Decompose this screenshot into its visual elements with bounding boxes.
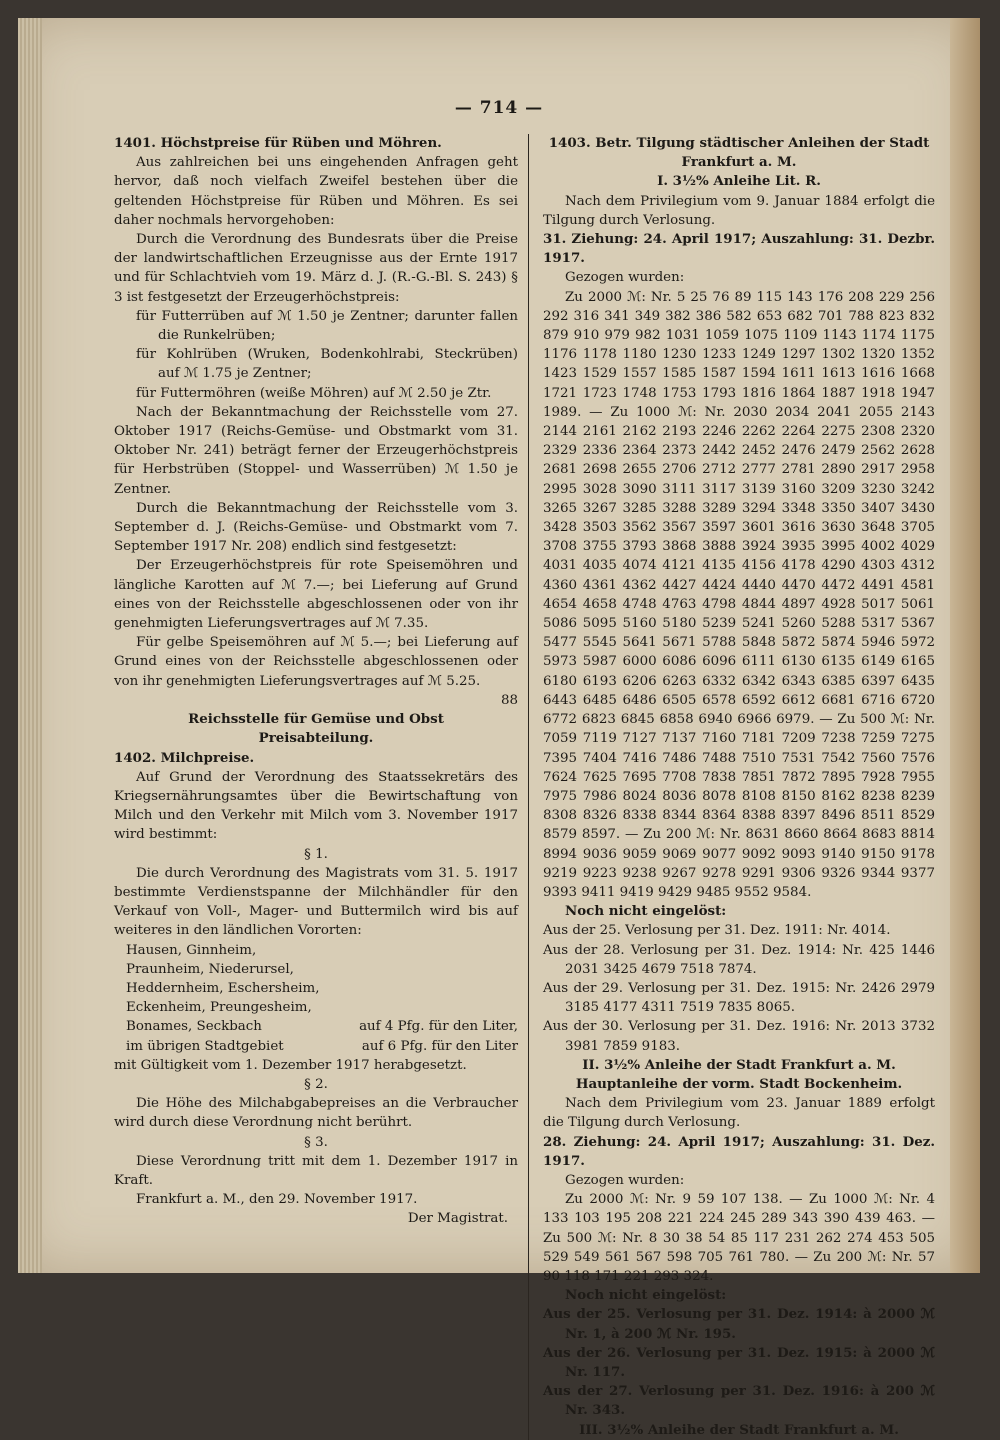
section-1401-paragraph: Für gelbe Speisemöhren auf ℳ 5.—; bei Lieferung auf Grund eines von der Reichsstelle abgeschlossenen oder von ihr genehmigten Lieferungsvertrages auf ℳ 5.25. (114, 635, 518, 689)
section-1401-paragraph: Der Erzeugerhöchstpreis für rote Speisemöhren und längliche Karotten auf ℳ 7.—; bei Lieferung auf Grund eines von der Reichsstelle abgeschlossenen oder von ihr genehmigten Lieferungsvertrages auf ℳ 7.35. (114, 558, 518, 632)
drawn-label: Gezogen wurden: (565, 1172, 685, 1188)
section-1401-paragraph: Durch die Bekanntmachung der Reichsstelle vom 3. September d. J. (Reichs-Gemüse- und Obstmarkt vom 7. September 1917 Nr. 208) endlich sind festgesetzt: (114, 500, 518, 555)
left-column (114, 134, 518, 1229)
outstanding-entry: Aus der 26. Verlosung per 31. Dez. 1915: à 2000 ℳ Nr. 117. (543, 1344, 935, 1380)
price-item: für Futterrüben auf ℳ 1.50 je Zentner; darunter fallen die Runkelrüben; (136, 308, 518, 344)
paragraph-sign: § 1. (304, 846, 328, 862)
section-1401-heading: 1401. Höchstpreise für Rüben und Möhren. (114, 135, 442, 151)
authority-signature: Reichsstelle für Gemüse und Obst (188, 711, 444, 728)
section-1401-paragraph: Durch die Verordnung des Bundesrats über die Preise der landwirtschaftlichen Erzeugnisse aus der Ernte 1917 und für Schlachtvieh vom 19. März d. J. (R.-G.-Bl. S. 243) § 3 ist festgesetzt der Erzeugerhöchstpreis: (114, 232, 518, 305)
page-edge-left (18, 18, 42, 1273)
drawn-label: Gezogen wurden: (565, 270, 685, 286)
marginal-number: 88 (500, 692, 518, 708)
vororte-list: Hausen, Ginnheim, Praunheim, Niederursel, Heddernheim, Eschersheim, Eckenheim, Preungesheim, Bonames, Seckbach (126, 942, 320, 1035)
loan-draw-date: 28. Ziehung: 24. April 1917; Auszahlung: 31. Dez. 1917. (543, 1133, 935, 1169)
loan-draw-date: 31. Ziehung: 24. April 1917; Auszahlung: 31. Dezbr. 1917. (543, 231, 935, 267)
page-number: — 714 — (454, 98, 544, 118)
uebrig-row (114, 1037, 518, 1056)
page-edge-right (950, 18, 980, 1273)
section-1402-paragraph: Diese Verordnung tritt mit dem 1. Dezember 1917 in Kraft. (114, 1153, 518, 1188)
outstanding-entry: Aus der 28. Verlosung per 31. Dez. 1914: Nr. 425 1446 2031 3425 4679 7518 7874. (543, 942, 935, 977)
section-1401-paragraph: Aus zahlreichen bei uns eingehenden Anfragen geht hervor, daß noch vielfach Zweifel bestehen über die geltenden Höchstpreise für Rüben und Möhren. Es sei daher nochmals hervorgehoben: (114, 155, 518, 228)
right-column (528, 134, 935, 1440)
section-1402-paragraph: Die Höhe des Milchabgabepreises an die Verbraucher wird durch diese Verordnung nicht berührt. (114, 1096, 518, 1131)
loan-paragraph: Nach dem Privilegium vom 9. Januar 1884 erfolgt die Tilgung durch Verlosung. (543, 193, 935, 228)
loan-title: II. 3½% Anleihe der Stadt Frankfurt a. M. Hauptanleihe der vorm. Stadt Bockenheim. (575, 1056, 903, 1092)
vororte-rate: auf 4 Pfg. für den Liter, (359, 1019, 518, 1035)
loan-numbers: Zu 2000 ℳ: Nr. 9 59 107 138. — Zu 1000 ℳ: Nr. 4 133 103 195 208 221 224 245 289 343 390 439 463. — Zu 500 ℳ: Nr. 8 30 38 54 85 117 231 262 274 453 505 529 549 561 567 598 705 761 780. — Zu 200 ℳ: Nr. 57 90 118 171 221 293 324. (543, 1192, 935, 1284)
not-redeemed-label: Noch nicht eingelöst: (565, 903, 727, 920)
price-item: für Futtermöhren (weiße Möhren) auf ℳ 2.50 je Ztr. (136, 385, 492, 401)
section-1403-heading: 1403. Betr. Tilgung städtischer Anleihen der Stadt Frankfurt a. M. (548, 135, 930, 171)
section-1402-heading: 1402. Milchpreise. (114, 749, 255, 766)
outstanding-entry: Aus der 30. Verlosung per 31. Dez. 1916: Nr. 2013 3732 3981 7859 9183. (543, 1019, 935, 1054)
uebrig-rate: auf 6 Pfg. für den Liter (361, 1038, 518, 1054)
document-page (18, 18, 980, 1438)
authority-department: Preisabteilung. (258, 730, 374, 747)
loan-numbers: Zu 2000 ℳ: Nr. 5 25 76 89 115 143 176 208 229 256 292 316 341 349 382 386 582 653 682 701 788 823 832 879 910 979 982 1031 1059 1075 1109 1143 1174 1175 1176 1178 1180 1230 1233 1249 1297 1302 1320 1352 1423 1529 1557 1585 1587 1594 1611 1613 1616 1668 1721 1723 1748 1753 1793 1816 1864 1887 1918 1947 1989. — Zu 1000 ℳ: Nr. 2030 2034 2041 2055 2143 2144 2161 2162 2193 2246 2262 2264 2275 2308 2320 2329 2336 2364 2373 2442 2452 2476 2479 2562 2628 2681 2698 2655 2706 2712 2777 2781 2890 2917 2958 2995 3028 3090 3111 3117 3139 3160 3209 3230 3242 3265 3267 3285 3288 3289 3294 3348 3350 3407 3430 3428 3503 3562 3567 3597 3601 3616 3630 3648 3705 3708 3755 3793 3868 3888 3924 3935 3995 4002 4029 4031 4035 4074 4121 4135 4156 4178 4290 4303 4312 4360 4361 4362 4427 4424 4440 4470 4472 4491 4581 4654 4658 4748 4763 4798 4844 4897 4928 5017 5061 5086 5095 5160 5180 5239 5241 5260 5288 5317 5367 5477 5545 5641 5671 5788 5848 5872 5874 5946 5972 5973 5987 6000 6086 6096 6111 6130 6135 6149 6165 6180 6193 6206 6263 6332 6342 6343 6385 6397 6435 6443 6485 6486 6505 6578 6592 6612 6681 6716 6720 6772 6823 6845 6858 6940 6966 6979. — Zu 500 ℳ: Nr. 7059 7119 7127 7137 7160 7181 7209 7238 7259 7275 7395 7404 7416 7486 7488 7510 7531 7542 7560 7576 7624 7625 7695 7708 7838 7851 7872 7895 7928 7955 7975 7986 8024 8036 8078 8108 8150 8162 8238 8239 8308 8326 8338 8344 8364 8388 8397 8496 8511 8529 8579 8597. — Zu 200 ℳ: Nr. 8631 8660 8664 8683 8814 8994 9036 9059 9069 9077 9092 9093 9140 9150 9178 9219 9223 9238 9267 9278 9291 9306 9326 9344 9377 9393 9411 9419 9429 9485 9552 9584. (543, 289, 935, 900)
section-1402-paragraph: Die durch Verordnung des Magistrats vom 31. 5. 1917 bestimmte Verdienstspanne der Milchhändler für den Verkauf von Voll-, Mager- und Buttermilch wird bis auf weiteres in den ländlichen Vororten: (114, 865, 518, 939)
outstanding-entry: Aus der 29. Verlosung per 31. Dez. 1915: Nr. 2426 2979 3185 4177 4311 7519 7835 8065. (543, 980, 935, 1016)
place-date: Frankfurt a. M., den 29. November 1917. (136, 1192, 418, 1208)
signature: Der Magistrat. (407, 1211, 508, 1227)
loan-title: I. 3½% Anleihe Lit. R. (657, 173, 821, 190)
price-item: für Kohlrüben (Wruken, Bodenkohlrabi, Steckrüben) auf ℳ 1.75 je Zentner; (136, 347, 518, 382)
outstanding-entry: Aus der 27. Verlosung per 31. Dez. 1916: à 200 ℳ Nr. 343. (543, 1383, 935, 1419)
validity-note: mit Gültigkeit vom 1. Dezember 1917 herabgesetzt. (114, 1057, 467, 1073)
outstanding-entry: Aus der 25. Verlosung per 31. Dez. 1914: à 2000 ℳ Nr. 1, à 200 ℳ Nr. 195. (543, 1306, 935, 1342)
loan-title: III. 3½% Anleihe der Stadt Frankfurt a. M. (579, 1421, 899, 1438)
paragraph-sign: § 2. (304, 1076, 328, 1092)
section-1402-paragraph: Auf Grund der Verordnung des Staatssekretärs des Kriegsernährungsamtes über die Bewirtschaftung von Milch und den Verkehr mit Milch vom 3. November 1917 wird bestimmt: (114, 769, 518, 843)
not-redeemed-label: Noch nicht eingelöst: (565, 1287, 727, 1304)
outstanding-entry: Aus der 25. Verlosung per 31. Dez. 1911: Nr. 4014. (543, 923, 891, 939)
paragraph-sign: § 3. (304, 1134, 328, 1150)
uebrig-label: im übrigen Stadtgebiet (126, 1038, 284, 1054)
loan-paragraph: Nach dem Privilegium vom 23. Januar 1889 erfolgt die Tilgung durch Verlosung. (543, 1096, 935, 1131)
vororte-row (114, 941, 518, 1037)
section-1401-paragraph: Nach der Bekanntmachung der Reichsstelle vom 27. Oktober 1917 (Reichs-Gemüse- und Obstmarkt vom 31. Oktober Nr. 241) beträgt ferner der Erzeugerhöchstpreis für Herbstrüben (Stoppel- und Wasserrüben) ℳ 1.50 je Zentner. (114, 404, 518, 497)
